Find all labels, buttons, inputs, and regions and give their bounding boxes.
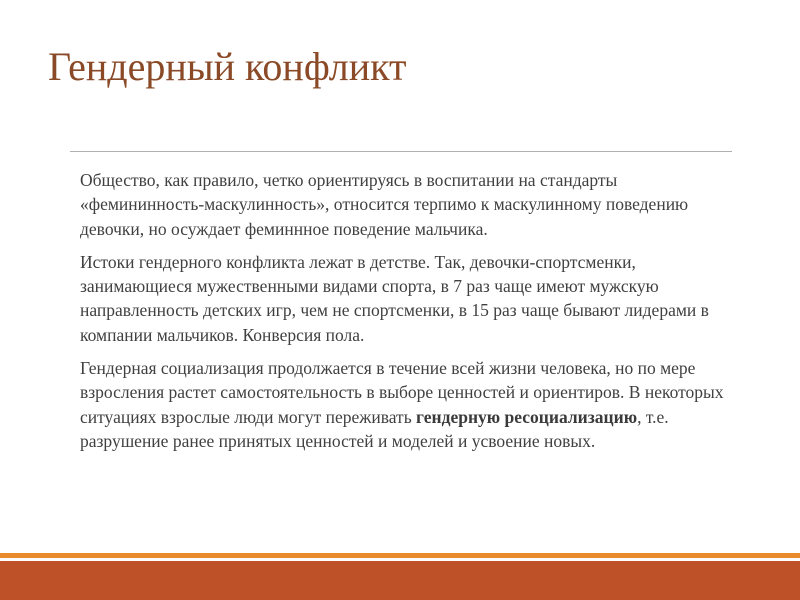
paragraph-1: Общество, как правило, четко ориентируясь в воспитании на стандарты «фемининность-маскулинность», относится терпимо к маскулинному поведению девочки, но осуждает феминнное поведение мальчика. bbox=[80, 170, 689, 239]
paragraph-3-text-before: Гендерная социализация продолжается в течение всей жизни человека, но по мере взросления растет самостоятельность в выборе ценностей и ориентиров. В некоторых ситуациях взрослые люди могут переживать bbox=[80, 358, 724, 427]
paragraph-2: Истоки гендерного конфликта лежат в детстве. Так, девочки-спортсменки, занимающиеся мужественными видами спорта, в 7 раз чаще имеют мужскую направленность детских игр, чем не спортсменки, в 15 раз чаще бывают лидерами в компании мальчиков. Конверсия пола. bbox=[80, 251, 709, 345]
paragraph-3-bold-term: гендерную ресоциализацию bbox=[416, 406, 638, 427]
slide-body bbox=[80, 168, 730, 462]
footer-accent-thin-bar bbox=[0, 553, 800, 558]
title-divider bbox=[70, 151, 732, 152]
paragraph-3-text-after: , т.е. разрушение ранее принятых ценностей и моделей и усвоение новых. bbox=[80, 406, 669, 451]
paragraph-3 bbox=[80, 356, 730, 453]
footer-accent-thick-bar bbox=[0, 561, 800, 600]
slide-title: Гендерный конфликт bbox=[48, 44, 407, 89]
